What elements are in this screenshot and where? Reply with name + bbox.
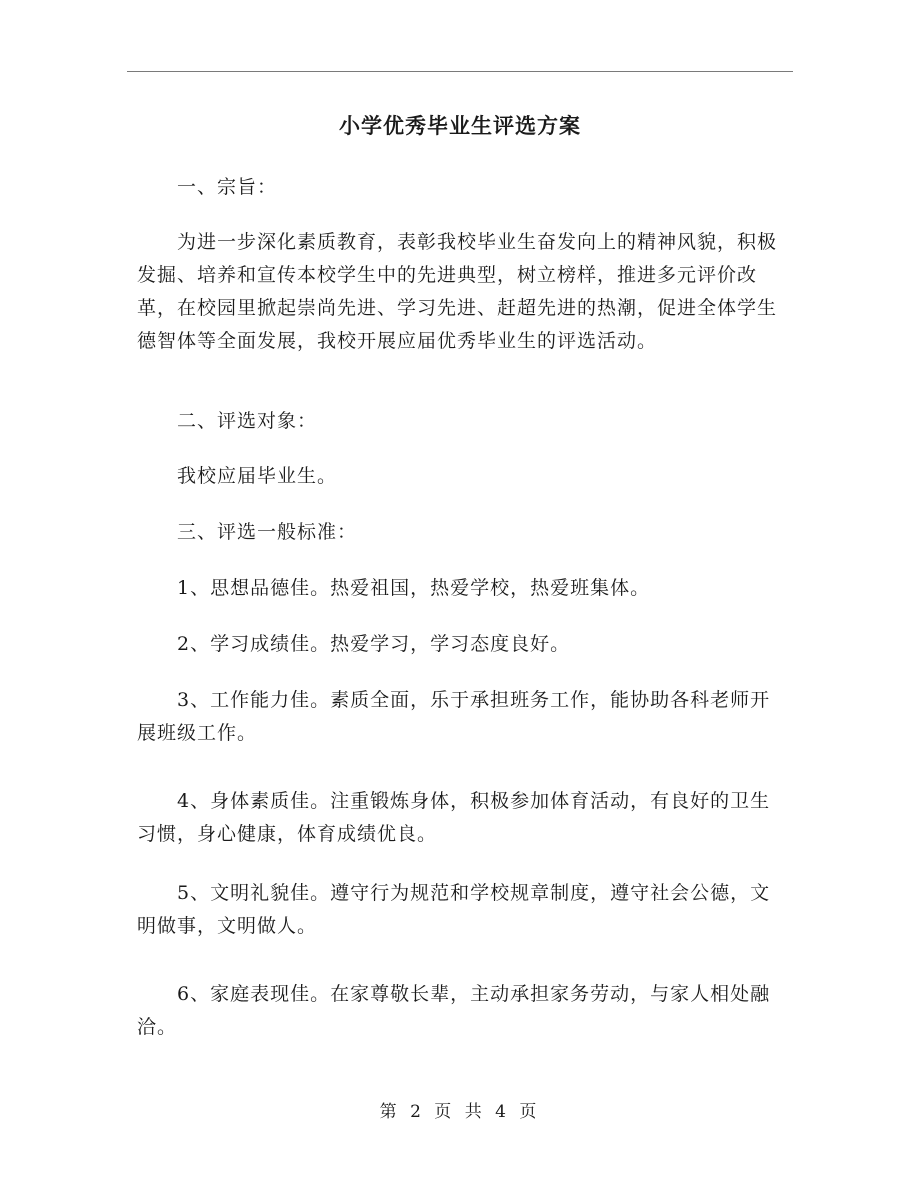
criteria-item-6: 6、家庭表现佳。在家尊敬长辈，主动承担家务劳动，与家人相处融洽。 bbox=[137, 983, 771, 1038]
purpose-paragraph: 为进一步深化素质教育，表彰我校毕业生奋发向上的精神风貌，积极发掘、培养和宣传本校学生中的先进典型，树立榜样，推进多元评价改革，在校园里掀起崇尚先进、学习先进、赶超先进的热潮，促进全体学生德智体等全面发展，我校开展应届优秀毕业生的评选活动。 bbox=[137, 231, 778, 352]
criteria-item-2: 2、学习成绩佳。热爱学习，学习态度良好。 bbox=[177, 633, 571, 655]
criteria-item-3: 3、工作能力佳。素质全面，乐于承担班务工作，能协助各科老师开展班级工作。 bbox=[137, 689, 771, 744]
criteria-item-5: 5、文明礼貌佳。遵守行为规范和学校规章制度，遵守社会公德，文明做事，文明做人。 bbox=[137, 882, 771, 937]
criteria-item-1: 1、思想品德佳。热爱祖国，热爱学校，热爱班集体。 bbox=[177, 577, 651, 599]
target-heading: 二、评选对象： bbox=[177, 410, 318, 432]
target-paragraph: 我校应届毕业生。 bbox=[177, 465, 338, 487]
criteria-heading: 三、评选一般标准： bbox=[177, 521, 358, 543]
page-number-footer: 第 2 页 共 4 页 bbox=[379, 1102, 541, 1122]
criteria-item-4: 4、身体素质佳。注重锻炼身体，积极参加体育活动，有良好的卫生习惯，身心健康，体育成绩优良。 bbox=[137, 790, 771, 845]
purpose-heading: 一、宗旨： bbox=[177, 176, 278, 198]
header-rule bbox=[127, 71, 793, 72]
document-title: 小学优秀毕业生评选方案 bbox=[339, 113, 581, 138]
